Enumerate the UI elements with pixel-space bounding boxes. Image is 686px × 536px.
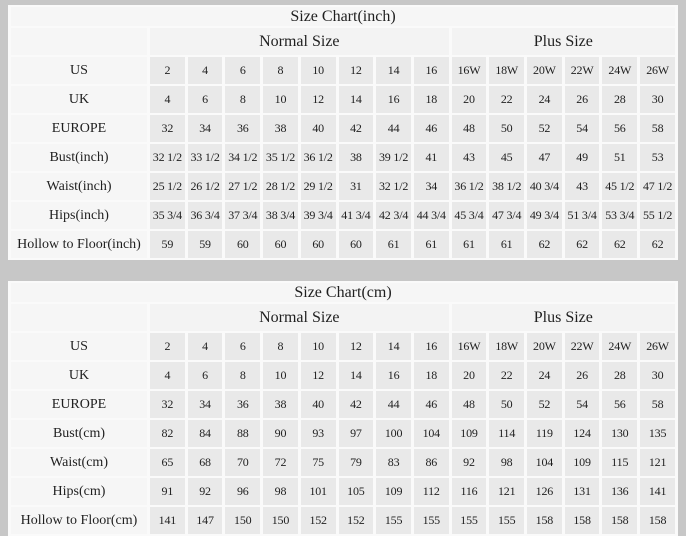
table-row — [11, 86, 675, 113]
row-label: Waist(inch) — [11, 173, 147, 200]
value-cell: 158 — [565, 507, 600, 534]
table-row — [11, 231, 675, 258]
value-cell: 16 — [376, 86, 411, 113]
value-cell: 8 — [263, 57, 298, 84]
row-label: EUROPE — [11, 391, 147, 418]
value-cell: 32 — [150, 115, 185, 142]
value-cell: 33 1/2 — [188, 144, 223, 171]
value-cell: 20W — [527, 333, 562, 360]
value-cell: 6 — [188, 362, 223, 389]
table-row — [11, 173, 675, 200]
corner-cell — [11, 304, 147, 331]
value-cell: 126 — [527, 478, 562, 505]
value-cell: 45 3/4 — [452, 202, 487, 229]
value-cell: 61 — [489, 231, 524, 258]
value-cell: 104 — [527, 449, 562, 476]
table-row — [11, 144, 675, 171]
value-cell: 98 — [263, 478, 298, 505]
row-label: US — [11, 333, 147, 360]
value-cell: 39 1/2 — [376, 144, 411, 171]
value-cell: 31 — [339, 173, 374, 200]
value-cell: 44 — [376, 391, 411, 418]
value-cell: 75 — [301, 449, 336, 476]
value-cell: 28 — [602, 362, 637, 389]
column-group-plus-size: Plus Size — [452, 28, 675, 55]
value-cell: 135 — [640, 420, 675, 447]
value-cell: 39 3/4 — [301, 202, 336, 229]
value-cell: 56 — [602, 391, 637, 418]
value-cell: 22W — [565, 333, 600, 360]
value-cell: 35 1/2 — [263, 144, 298, 171]
column-group-normal-size: Normal Size — [150, 304, 449, 331]
value-cell: 44 — [376, 115, 411, 142]
value-cell: 38 1/2 — [489, 173, 524, 200]
value-cell: 25 1/2 — [150, 173, 185, 200]
value-cell: 72 — [263, 449, 298, 476]
value-cell: 119 — [527, 420, 562, 447]
row-label: Hollow to Floor(cm) — [11, 507, 147, 534]
value-cell: 49 — [565, 144, 600, 171]
row-label: US — [11, 57, 147, 84]
value-cell: 88 — [225, 420, 260, 447]
value-cell: 54 — [565, 391, 600, 418]
value-cell: 62 — [602, 231, 637, 258]
value-cell: 65 — [150, 449, 185, 476]
value-cell: 12 — [339, 333, 374, 360]
value-cell: 26 1/2 — [188, 173, 223, 200]
value-cell: 10 — [263, 362, 298, 389]
value-cell: 98 — [489, 449, 524, 476]
value-cell: 40 — [301, 391, 336, 418]
value-cell: 28 — [602, 86, 637, 113]
value-cell: 90 — [263, 420, 298, 447]
value-cell: 116 — [452, 478, 487, 505]
value-cell: 42 — [339, 391, 374, 418]
value-cell: 24 — [527, 362, 562, 389]
value-cell: 60 — [225, 231, 260, 258]
value-cell: 42 3/4 — [376, 202, 411, 229]
value-cell: 62 — [640, 231, 675, 258]
value-cell: 56 — [602, 115, 637, 142]
value-cell: 12 — [301, 86, 336, 113]
value-cell: 10 — [301, 333, 336, 360]
size-chart-cm-table — [8, 281, 678, 536]
value-cell: 45 1/2 — [602, 173, 637, 200]
value-cell: 36 — [225, 391, 260, 418]
table-row — [11, 391, 675, 418]
value-cell: 6 — [225, 57, 260, 84]
value-cell: 16 — [414, 333, 449, 360]
value-cell: 155 — [489, 507, 524, 534]
value-cell: 32 1/2 — [150, 144, 185, 171]
value-cell: 62 — [565, 231, 600, 258]
value-cell: 68 — [188, 449, 223, 476]
value-cell: 16W — [452, 57, 487, 84]
value-cell: 92 — [188, 478, 223, 505]
value-cell: 40 — [301, 115, 336, 142]
value-cell: 20 — [452, 362, 487, 389]
value-cell: 4 — [188, 333, 223, 360]
table-row — [11, 57, 675, 84]
row-label: UK — [11, 362, 147, 389]
value-cell: 26W — [640, 333, 675, 360]
size-chart-inch-table — [8, 5, 678, 260]
value-cell: 8 — [225, 362, 260, 389]
value-cell: 158 — [602, 507, 637, 534]
value-cell: 20 — [452, 86, 487, 113]
value-cell: 92 — [452, 449, 487, 476]
row-label: EUROPE — [11, 115, 147, 142]
value-cell: 86 — [414, 449, 449, 476]
value-cell: 121 — [489, 478, 524, 505]
value-cell: 32 1/2 — [376, 173, 411, 200]
value-cell: 18 — [414, 362, 449, 389]
value-cell: 152 — [301, 507, 336, 534]
value-cell: 152 — [339, 507, 374, 534]
value-cell: 22 — [489, 86, 524, 113]
value-cell: 38 — [263, 115, 298, 142]
value-cell: 136 — [602, 478, 637, 505]
row-label: Hips(inch) — [11, 202, 147, 229]
value-cell: 93 — [301, 420, 336, 447]
value-cell: 58 — [640, 115, 675, 142]
row-label: Hips(cm) — [11, 478, 147, 505]
value-cell: 26 — [565, 362, 600, 389]
value-cell: 131 — [565, 478, 600, 505]
value-cell: 38 — [263, 391, 298, 418]
value-cell: 51 — [602, 144, 637, 171]
row-label: UK — [11, 86, 147, 113]
value-cell: 36 3/4 — [188, 202, 223, 229]
value-cell: 16W — [452, 333, 487, 360]
value-cell: 46 — [414, 115, 449, 142]
value-cell: 14 — [376, 57, 411, 84]
value-cell: 53 — [640, 144, 675, 171]
table-row — [11, 333, 675, 360]
value-cell: 48 — [452, 391, 487, 418]
value-cell: 50 — [489, 115, 524, 142]
value-cell: 55 1/2 — [640, 202, 675, 229]
value-cell: 41 — [414, 144, 449, 171]
value-cell: 4 — [150, 362, 185, 389]
value-cell: 45 — [489, 144, 524, 171]
value-cell: 141 — [150, 507, 185, 534]
value-cell: 49 3/4 — [527, 202, 562, 229]
value-cell: 61 — [376, 231, 411, 258]
value-cell: 34 — [414, 173, 449, 200]
value-cell: 96 — [225, 478, 260, 505]
value-cell: 46 — [414, 391, 449, 418]
value-cell: 29 1/2 — [301, 173, 336, 200]
value-cell: 40 3/4 — [527, 173, 562, 200]
value-cell: 36 1/2 — [301, 144, 336, 171]
value-cell: 82 — [150, 420, 185, 447]
value-cell: 70 — [225, 449, 260, 476]
value-cell: 30 — [640, 362, 675, 389]
value-cell: 6 — [225, 333, 260, 360]
value-cell: 10 — [263, 86, 298, 113]
value-cell: 26 — [565, 86, 600, 113]
value-cell: 109 — [376, 478, 411, 505]
value-cell: 22 — [489, 362, 524, 389]
value-cell: 14 — [376, 333, 411, 360]
value-cell: 24 — [527, 86, 562, 113]
value-cell: 105 — [339, 478, 374, 505]
value-cell: 114 — [489, 420, 524, 447]
value-cell: 44 3/4 — [414, 202, 449, 229]
column-group-normal-size: Normal Size — [150, 28, 449, 55]
value-cell: 112 — [414, 478, 449, 505]
value-cell: 61 — [414, 231, 449, 258]
value-cell: 34 1/2 — [225, 144, 260, 171]
value-cell: 27 1/2 — [225, 173, 260, 200]
value-cell: 121 — [640, 449, 675, 476]
row-label: Waist(cm) — [11, 449, 147, 476]
value-cell: 47 3/4 — [489, 202, 524, 229]
value-cell: 51 3/4 — [565, 202, 600, 229]
value-cell: 43 — [565, 173, 600, 200]
value-cell: 109 — [452, 420, 487, 447]
value-cell: 54 — [565, 115, 600, 142]
value-cell: 26W — [640, 57, 675, 84]
value-cell: 8 — [225, 86, 260, 113]
value-cell: 43 — [452, 144, 487, 171]
value-cell: 32 — [150, 391, 185, 418]
value-cell: 14 — [339, 362, 374, 389]
value-cell: 2 — [150, 57, 185, 84]
value-cell: 100 — [376, 420, 411, 447]
table-row — [11, 362, 675, 389]
value-cell: 36 1/2 — [452, 173, 487, 200]
value-cell: 35 3/4 — [150, 202, 185, 229]
value-cell: 10 — [301, 57, 336, 84]
value-cell: 115 — [602, 449, 637, 476]
column-group-plus-size: Plus Size — [452, 304, 675, 331]
value-cell: 8 — [263, 333, 298, 360]
value-cell: 36 — [225, 115, 260, 142]
value-cell: 12 — [339, 57, 374, 84]
table-row — [11, 115, 675, 142]
value-cell: 150 — [263, 507, 298, 534]
value-cell: 158 — [527, 507, 562, 534]
value-cell: 79 — [339, 449, 374, 476]
corner-cell — [11, 28, 147, 55]
value-cell: 59 — [150, 231, 185, 258]
value-cell: 42 — [339, 115, 374, 142]
value-cell: 53 3/4 — [602, 202, 637, 229]
value-cell: 48 — [452, 115, 487, 142]
value-cell: 59 — [188, 231, 223, 258]
value-cell: 141 — [640, 478, 675, 505]
table-row — [11, 420, 675, 447]
value-cell: 147 — [188, 507, 223, 534]
value-cell: 34 — [188, 115, 223, 142]
value-cell: 101 — [301, 478, 336, 505]
value-cell: 4 — [188, 57, 223, 84]
value-cell: 52 — [527, 391, 562, 418]
value-cell: 91 — [150, 478, 185, 505]
value-cell: 155 — [376, 507, 411, 534]
value-cell: 18W — [489, 57, 524, 84]
value-cell: 38 — [339, 144, 374, 171]
value-cell: 60 — [301, 231, 336, 258]
value-cell: 28 1/2 — [263, 173, 298, 200]
value-cell: 84 — [188, 420, 223, 447]
value-cell: 41 3/4 — [339, 202, 374, 229]
value-cell: 47 1/2 — [640, 173, 675, 200]
value-cell: 37 3/4 — [225, 202, 260, 229]
value-cell: 109 — [565, 449, 600, 476]
value-cell: 30 — [640, 86, 675, 113]
table-title: Size Chart(inch) — [11, 7, 675, 26]
value-cell: 16 — [376, 362, 411, 389]
value-cell: 124 — [565, 420, 600, 447]
value-cell: 14 — [339, 86, 374, 113]
value-cell: 58 — [640, 391, 675, 418]
value-cell: 155 — [452, 507, 487, 534]
value-cell: 34 — [188, 391, 223, 418]
value-cell: 20W — [527, 57, 562, 84]
row-label: Bust(inch) — [11, 144, 147, 171]
value-cell: 62 — [527, 231, 562, 258]
table-title: Size Chart(cm) — [11, 283, 675, 302]
value-cell: 97 — [339, 420, 374, 447]
table-row — [11, 478, 675, 505]
value-cell: 150 — [225, 507, 260, 534]
row-label: Hollow to Floor(inch) — [11, 231, 147, 258]
value-cell: 16 — [414, 57, 449, 84]
value-cell: 4 — [150, 86, 185, 113]
value-cell: 158 — [640, 507, 675, 534]
value-cell: 24W — [602, 333, 637, 360]
value-cell: 155 — [414, 507, 449, 534]
value-cell: 60 — [263, 231, 298, 258]
value-cell: 18W — [489, 333, 524, 360]
value-cell: 60 — [339, 231, 374, 258]
value-cell: 61 — [452, 231, 487, 258]
value-cell: 83 — [376, 449, 411, 476]
table-row — [11, 449, 675, 476]
table-row — [11, 202, 675, 229]
value-cell: 104 — [414, 420, 449, 447]
row-label: Bust(cm) — [11, 420, 147, 447]
value-cell: 130 — [602, 420, 637, 447]
value-cell: 50 — [489, 391, 524, 418]
value-cell: 2 — [150, 333, 185, 360]
value-cell: 22W — [565, 57, 600, 84]
value-cell: 24W — [602, 57, 637, 84]
value-cell: 6 — [188, 86, 223, 113]
value-cell: 52 — [527, 115, 562, 142]
value-cell: 18 — [414, 86, 449, 113]
value-cell: 38 3/4 — [263, 202, 298, 229]
value-cell: 47 — [527, 144, 562, 171]
value-cell: 12 — [301, 362, 336, 389]
